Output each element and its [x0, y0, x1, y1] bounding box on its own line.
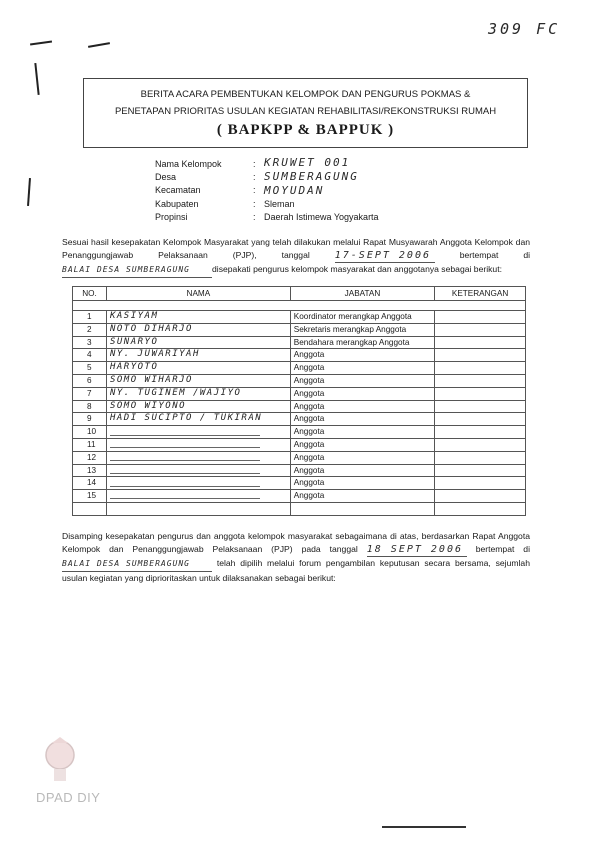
- row-no: [73, 502, 107, 515]
- row-no: 8: [73, 400, 107, 413]
- row-note: [435, 413, 526, 426]
- table-row: [73, 464, 526, 477]
- table-row: [73, 323, 526, 336]
- row-note: [435, 464, 526, 477]
- row-role: Sekretaris merangkap Anggota: [290, 323, 434, 336]
- row-name-blank: [106, 464, 290, 477]
- row-role: Anggota: [290, 464, 434, 477]
- value-desa: SUMBERAGUNG: [264, 170, 359, 183]
- row-no: 4: [73, 349, 107, 362]
- row-note: [435, 311, 526, 324]
- label-propinsi: Propinsi: [155, 212, 188, 222]
- row-name: HADI SUCIPTO / TUKIRAN: [106, 413, 290, 426]
- row-note: [435, 400, 526, 413]
- blank-line: [110, 492, 260, 499]
- row-role: Koordinator merangkap Anggota: [290, 311, 434, 324]
- value-propinsi: Daerah Istimewa Yogyakarta: [264, 212, 379, 222]
- table-row: [73, 477, 526, 490]
- row-no: 3: [73, 336, 107, 349]
- row-no: 7: [73, 387, 107, 400]
- row-role: Anggota: [290, 400, 434, 413]
- row-no: 13: [73, 464, 107, 477]
- blank-line: [110, 441, 260, 448]
- row-name: [106, 502, 290, 515]
- scribble-mark: [27, 178, 30, 206]
- row-role: Anggota: [290, 349, 434, 362]
- row-name: HARYOTO: [106, 362, 290, 375]
- row-name: NY. JUWARIYAH: [106, 349, 290, 362]
- blank-line: [110, 454, 260, 461]
- meeting-date: 17-SEPT 2006: [335, 250, 435, 264]
- row-role: Bendahara merangkap Anggota: [290, 336, 434, 349]
- header-no: NO.: [73, 287, 107, 301]
- row-no: 9: [73, 413, 107, 426]
- table-row: [73, 362, 526, 375]
- table-row: [73, 451, 526, 464]
- intro-text-b: bertempat di: [459, 249, 531, 260]
- row-no: 5: [73, 362, 107, 375]
- row-note: [435, 336, 526, 349]
- table-row: [73, 336, 526, 349]
- row-name: NY. TUGINEM /WAJIYO: [106, 387, 290, 400]
- label-kecamatan: Kecamatan: [155, 185, 201, 195]
- row-name: SOMO WIHARJO: [106, 374, 290, 387]
- title-line-2: PENETAPAN PRIORITAS USULAN KEGIATAN REHABILITASI/REKONSTRUKSI RUMAH: [114, 106, 497, 117]
- row-role: Anggota: [290, 438, 434, 451]
- table-row: [73, 400, 526, 413]
- scribble-mark: [30, 40, 52, 45]
- colon: :: [253, 159, 256, 169]
- row-note: [435, 451, 526, 464]
- row-role: Anggota: [290, 426, 434, 439]
- row-note: [435, 490, 526, 503]
- row-no: 14: [73, 477, 107, 490]
- row-note: [435, 426, 526, 439]
- row-no: 2: [73, 323, 107, 336]
- row-note: [435, 349, 526, 362]
- table-row: [73, 374, 526, 387]
- blank-line: [110, 467, 260, 474]
- row-name: KASIYAM: [106, 311, 290, 324]
- intro-text-c: disepakati pengurus kelompok masyarakat dan anggotanya sebagai berikut:: [212, 264, 502, 274]
- table-row: [73, 426, 526, 439]
- priority-date: 18 SEPT 2006: [367, 544, 467, 558]
- label-kabupaten: Kabupaten: [155, 199, 199, 209]
- priority-paragraph: [62, 530, 530, 584]
- colon: :: [253, 199, 256, 209]
- label-desa: Desa: [155, 172, 177, 182]
- row-no: 10: [73, 426, 107, 439]
- row-no: 11: [73, 438, 107, 451]
- intro-paragraph: [62, 236, 530, 278]
- priority-text-c: telah dipilih melalui forum pengambilan keputusan secara bersama, sejumlah usulan kegiatan yang diprioritaskan untuk dilaksanakan sebagai berikut:: [62, 558, 530, 583]
- row-role: [290, 502, 434, 515]
- intro-text-a: Sesuai hasil kesepakatan Kelompok Masyarakat yang telah dilakukan melalui Rapat Musyawarah Anggota Kelompok dan Penanggungjawab Pelaksanaan (PJP), tanggal: [62, 237, 530, 260]
- priority-text-a: Disamping kesepakatan pengurus dan anggota kelompok masyarakat sebagaimana di atas, berdasarkan Rapat Anggota Kelompok dan Penanggungjawab Pelaksanaan (PJP) pada tanggal: [62, 531, 530, 554]
- row-name: SOMO WIYONO: [106, 400, 290, 413]
- archive-watermark: DPAD DIY: [36, 790, 101, 805]
- row-role: Anggota: [290, 451, 434, 464]
- blank-line: [110, 480, 260, 487]
- priority-text-b: bertempat di: [475, 543, 530, 554]
- value-nama-kelompok: KRUWET 001: [264, 156, 351, 169]
- row-no: 1: [73, 311, 107, 324]
- row-note: [435, 387, 526, 400]
- bottom-rule: [382, 826, 466, 828]
- table-row: [73, 438, 526, 451]
- row-no: 12: [73, 451, 107, 464]
- row-role: Anggota: [290, 490, 434, 503]
- row-name-blank: [106, 477, 290, 490]
- row-name-blank: [106, 438, 290, 451]
- row-name-blank: [106, 490, 290, 503]
- row-note: [435, 438, 526, 451]
- row-note: [435, 502, 526, 515]
- table-row: [73, 413, 526, 426]
- row-no: 15: [73, 490, 107, 503]
- spacer-cell: [73, 301, 526, 311]
- blank-line: [110, 429, 260, 436]
- row-name-blank: [106, 451, 290, 464]
- row-note: [435, 374, 526, 387]
- title-abbreviation: ( BAPKPP & BAPPUK ): [216, 122, 395, 138]
- row-role: Anggota: [290, 374, 434, 387]
- scribble-mark: [88, 42, 110, 48]
- corner-note: 309 FC: [488, 20, 561, 38]
- priority-place: BALAI DESA SUMBERAGUNG: [62, 558, 212, 572]
- meeting-place: BALAI DESA SUMBERAGUNG: [62, 264, 212, 278]
- title-line-1: BERITA ACARA PEMBENTUKAN KELOMPOK DAN PENGURUS POKMAS &: [140, 89, 471, 100]
- header-jabatan: JABATAN: [290, 287, 434, 301]
- colon: :: [253, 185, 256, 195]
- colon: :: [253, 212, 256, 222]
- table-row: [73, 502, 526, 515]
- table-row: [73, 349, 526, 362]
- row-role: Anggota: [290, 477, 434, 490]
- row-role: Anggota: [290, 362, 434, 375]
- header-keterangan: KETERANGAN: [435, 287, 526, 301]
- scribble-mark: [34, 63, 39, 95]
- value-kecamatan: MOYUDAN: [264, 184, 325, 197]
- row-note: [435, 477, 526, 490]
- table-row: [73, 301, 526, 311]
- table-header-row: [73, 287, 526, 301]
- table-row: [73, 387, 526, 400]
- members-table: [72, 286, 526, 516]
- colon: :: [253, 172, 256, 182]
- row-role: Anggota: [290, 387, 434, 400]
- row-no: 6: [73, 374, 107, 387]
- table-row: [73, 311, 526, 324]
- row-name: SUNARYO: [106, 336, 290, 349]
- row-name-blank: [106, 426, 290, 439]
- label-nama-kelompok: Nama Kelompok: [155, 159, 222, 169]
- table-row: [73, 490, 526, 503]
- title-box: [83, 78, 528, 148]
- row-role: Anggota: [290, 413, 434, 426]
- row-name: NOTO DIHARJO: [106, 323, 290, 336]
- value-kabupaten: Sleman: [264, 199, 295, 209]
- row-note: [435, 323, 526, 336]
- seal-icon: [40, 735, 80, 785]
- header-nama: NAMA: [106, 287, 290, 301]
- row-note: [435, 362, 526, 375]
